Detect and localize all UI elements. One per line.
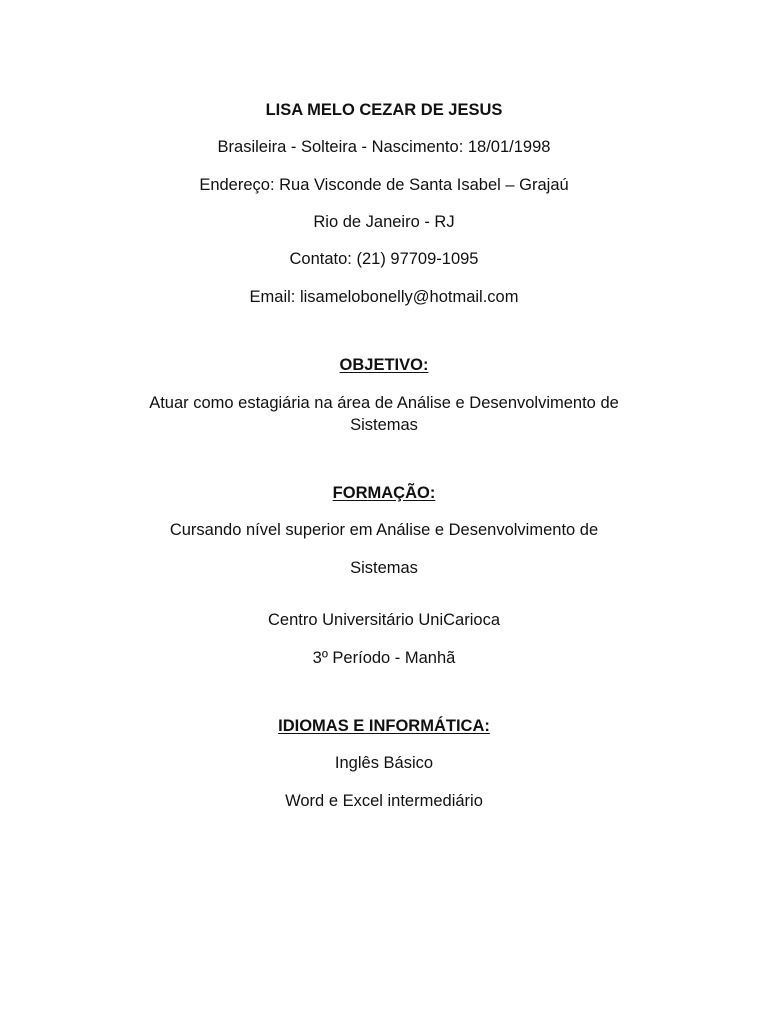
city-line: Rio de Janeiro - RJ <box>313 213 455 231</box>
personal-info: Brasileira - Solteira - Nascimento: 18/01/1998 <box>217 138 551 156</box>
education-institution: Centro Universitário UniCarioca <box>268 611 500 629</box>
education-heading: FORMAÇÃO: <box>332 484 436 502</box>
education-period: 3º Período - Manhã <box>312 649 456 667</box>
education-course-line-2: Sistemas <box>350 559 418 577</box>
objective-heading: OBJETIVO: <box>339 356 429 374</box>
objective-text: Atuar como estagiária na área de Análise e Desenvolvimento de Sistemas <box>149 394 619 434</box>
skill-item: Word e Excel intermediário <box>285 792 483 810</box>
contact-line: Contato: (21) 97709-1095 <box>289 250 479 268</box>
skill-item: Inglês Básico <box>334 754 434 772</box>
address-line: Endereço: Rua Visconde de Santa Isabel – Grajaú <box>199 176 569 194</box>
email-line: Email: lisamelobonelly@hotmail.com <box>249 288 519 306</box>
education-course-line-1: Cursando nível superior em Análise e Desenvolvimento de <box>169 521 599 539</box>
skills-heading: IDIOMAS E INFORMÁTICA: <box>278 717 490 735</box>
candidate-name: LISA MELO CEZAR DE JESUS <box>265 101 503 119</box>
